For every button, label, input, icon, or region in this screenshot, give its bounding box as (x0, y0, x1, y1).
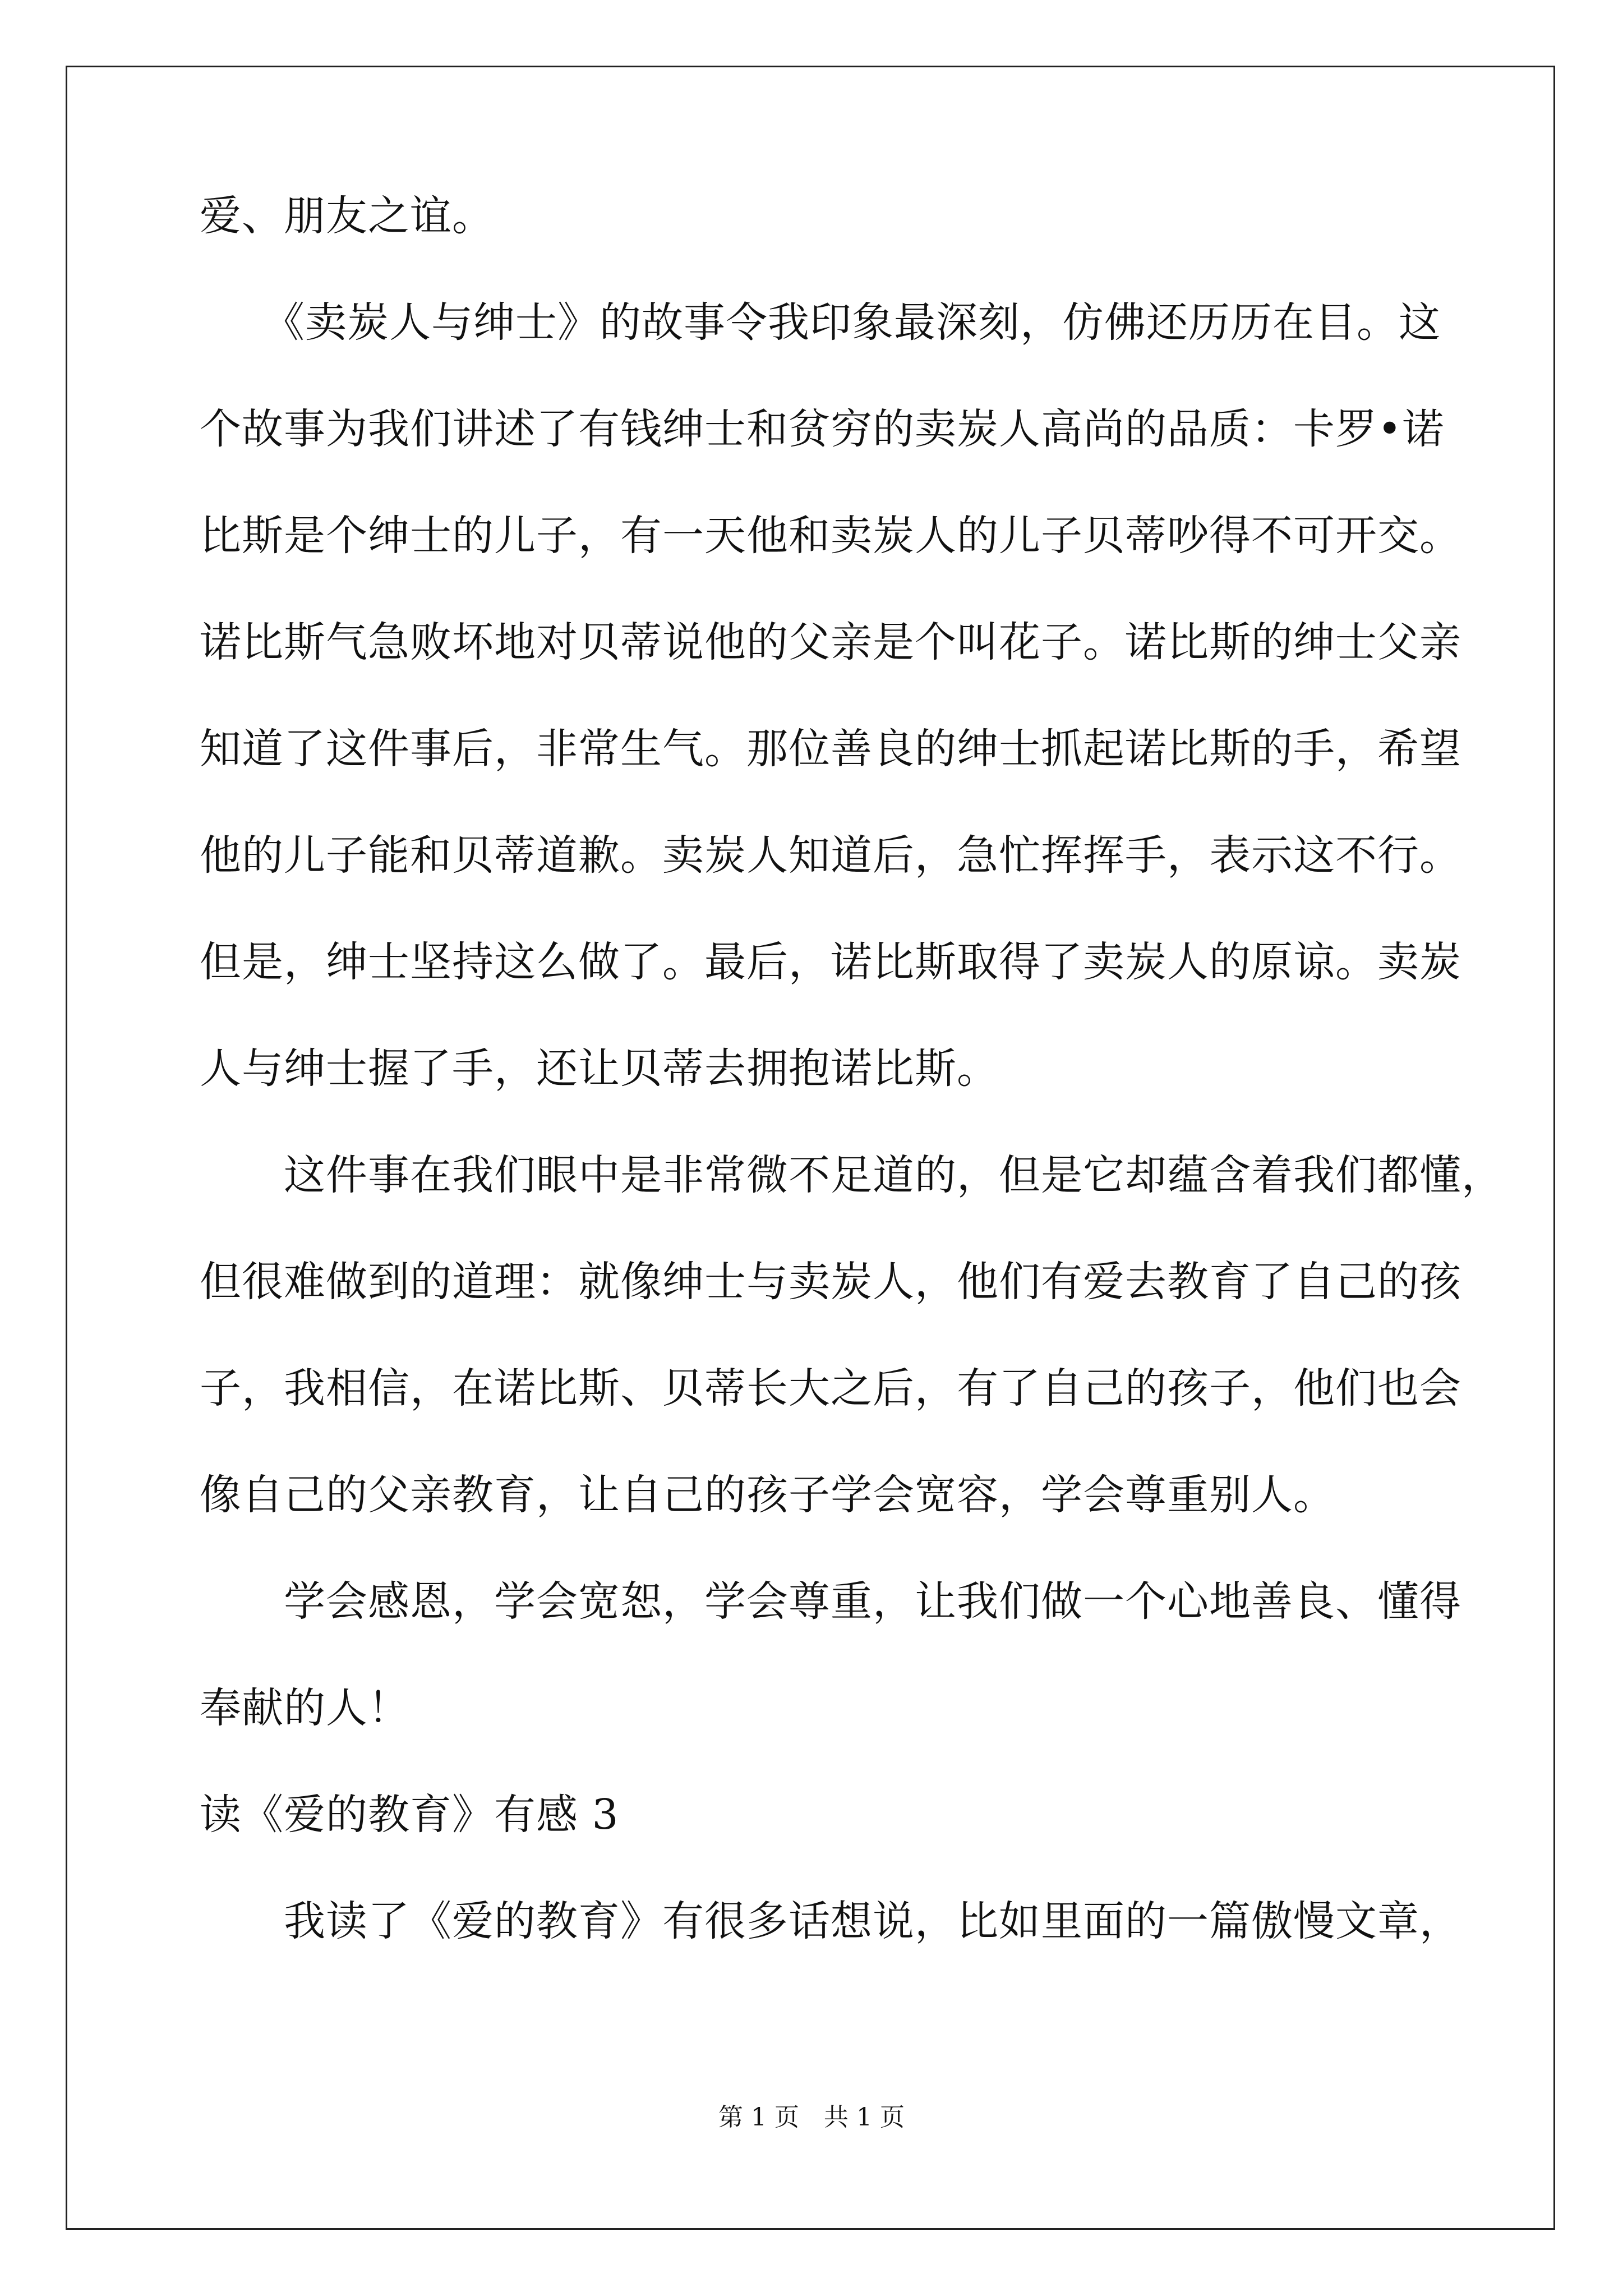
text-line: 诺比斯气急败坏地对贝蒂说他的父亲是个叫花子。诺比斯的绅士父亲 (200, 618, 1461, 666)
text-line: 奉献的人！ (200, 1684, 410, 1732)
text-line: 知道了这件事后，非常生气。那位善良的绅士抓起诺比斯的手，希望 (200, 725, 1461, 773)
text-line: 人与绅士握了手，还让贝蒂去拥抱诺比斯。 (200, 1045, 999, 1093)
text-line: 比斯是个绅士的儿子，有一天他和卖炭人的儿子贝蒂吵得不可开交。 (200, 512, 1461, 560)
text-line: 个故事为我们讲述了有钱绅士和贫穷的卖炭人高尚的品质：卡罗•诺 (200, 405, 1445, 453)
text-line: 像自己的父亲教育，让自己的孩子学会宽容，学会尊重别人。 (200, 1471, 1335, 1519)
text-line: 但是，绅士坚持这么做了。最后，诺比斯取得了卖炭人的原谅。卖炭 (200, 938, 1461, 986)
text-line: 我读了《爱的教育》有很多话想说，比如里面的一篇傲慢文章， (200, 1897, 1461, 1945)
section-heading: 读《爱的教育》有感 3 (200, 1791, 619, 1839)
text-line: 但很难做到的道理：就像绅士与卖炭人，他们有爱去教育了自己的孩 (200, 1258, 1461, 1306)
page-number: 第 1 页 共 1 页 (718, 2103, 905, 2132)
text-line: 学会感恩，学会宽恕，学会尊重，让我们做一个心地善良、懂得 (200, 1577, 1461, 1626)
text-line: 子，我相信，在诺比斯、贝蒂长大之后，有了自己的孩子，他们也会 (200, 1364, 1461, 1412)
text-line: 《卖炭人与绅士》的故事令我印象最深刻，仿佛还历历在目。这 (200, 298, 1441, 347)
text-line: 这件事在我们眼中是非常微不足道的，但是它却蕴含着我们都懂， (200, 1151, 1504, 1199)
text-line: 他的儿子能和贝蒂道歉。卖炭人知道后，急忙挥挥手，表示这不行。 (200, 831, 1461, 880)
text-line: 爱、朋友之谊。 (200, 192, 494, 240)
